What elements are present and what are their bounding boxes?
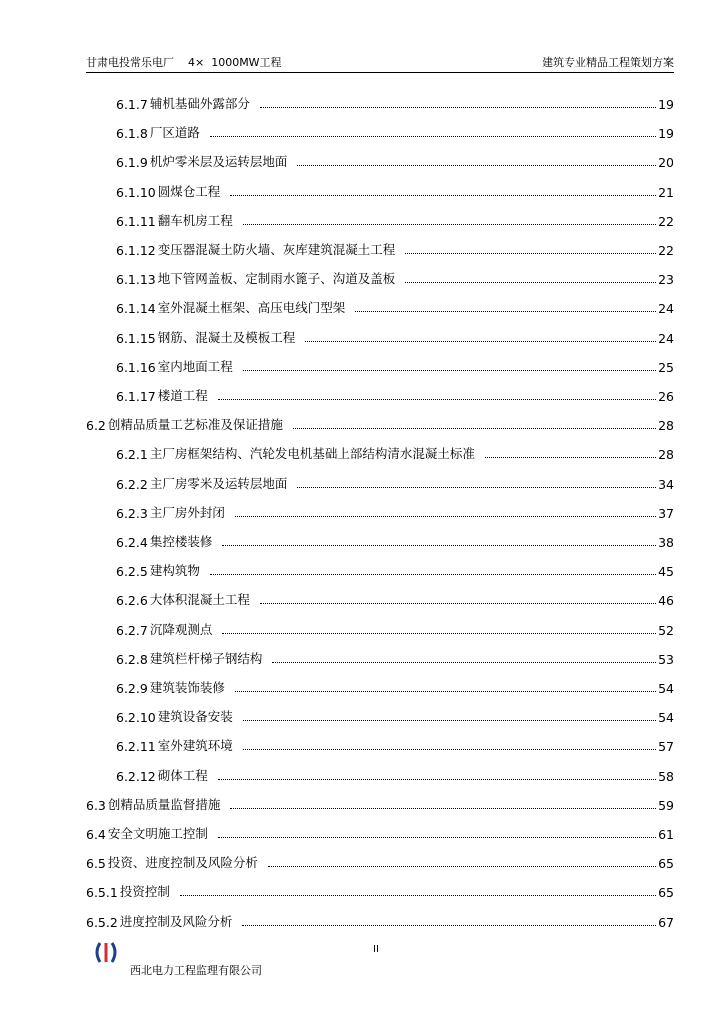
toc-entry-number: 6.2.4 [116,535,148,550]
toc-entry-number: 6.2.5 [116,564,148,580]
toc-entry-page: 37 [658,505,674,521]
toc-dot-leader [485,457,656,458]
toc-entry-title: 钢筋、混凝土及模板工程 [157,329,296,345]
toc-entry-title: 大体积混凝土工程 [149,592,250,608]
toc-entry-title: 室外建筑环境 [157,738,233,754]
toc-entry-title: 建筑装饰装修 [149,680,225,695]
toc-dot-leader [210,574,656,575]
toc-entry-page: 59 [658,797,674,813]
toc-entry-number: 6.2.3 [116,505,148,521]
toc-dot-leader [268,866,656,867]
toc-entry-number: 6.2.6 [116,593,148,609]
toc-entry[interactable] [116,296,674,316]
toc-entry-number: 6.1.12 [116,243,156,258]
toc-entry-page: 20 [658,155,674,171]
page-header [86,52,674,72]
toc-entry-title: 地下管网盖板、定制雨水篦子、沟道及盖板 [157,271,396,287]
toc-dot-leader [405,253,656,254]
toc-entry-page: 65 [658,856,674,872]
toc-entry-title: 室内地面工程 [157,358,233,374]
toc-dot-leader [260,603,656,604]
toc-entry-title: 主厂房零米及运转层地面 [149,475,288,491]
page-number: II [373,944,379,955]
toc-dot-leader [230,808,656,809]
toc-entry-title: 机炉零米层及运转层地面 [149,154,288,170]
toc-entry-number: 6.2.2 [116,476,148,492]
toc-entry-page: 38 [658,535,674,550]
toc-entry-title: 进度控制及风险分析 [119,913,233,929]
toc-entry[interactable] [86,910,674,930]
toc-entry[interactable] [86,822,674,842]
toc-entry-number: 6.3 [86,797,106,813]
toc-dot-leader [218,837,656,838]
toc-dot-leader [243,720,656,721]
toc-entry[interactable] [116,588,674,608]
toc-entry[interactable] [116,267,674,287]
toc-entry-page: 25 [658,359,674,375]
toc-entry-page: 28 [658,447,674,463]
toc-entry-page: 24 [658,330,674,346]
toc-dot-leader [243,749,656,750]
toc-entry-page: 22 [658,243,674,258]
toc-entry-number: 6.4 [86,827,106,842]
toc-entry[interactable] [116,647,674,667]
toc-dot-leader [243,224,656,225]
toc-entry[interactable] [116,121,674,141]
toc-dot-leader [210,136,656,137]
toc-entry-title: 辅机基础外露部分 [149,96,250,111]
toc-entry-number: 6.1.8 [116,126,148,142]
toc-entry-title: 砌体工程 [157,767,208,783]
toc-entry[interactable] [116,209,674,229]
toc-entry-title: 圆煤仓工程 [157,183,221,199]
toc-entry-title: 沉降观测点 [149,621,213,637]
toc-dot-leader [235,516,656,517]
toc-entry-number: 6.5.1 [86,885,118,901]
toc-entry-page: 54 [658,681,674,696]
toc-dot-leader [297,165,656,166]
toc-entry[interactable] [86,851,674,871]
toc-entry[interactable] [116,676,674,696]
toc-entry[interactable] [116,764,674,784]
toc-entry-page: 54 [658,710,674,726]
toc-entry[interactable] [116,559,674,579]
toc-entry-page: 46 [658,593,674,609]
toc-entry[interactable] [116,734,674,754]
toc-entry-page: 52 [658,622,674,638]
toc-entry[interactable] [116,530,674,550]
toc-entry-title: 主厂房框架结构、汽轮发电机基础上部结构清水混凝土标准 [149,446,475,462]
toc-dot-leader [222,545,656,546]
toc-entry-page: 24 [658,301,674,317]
toc-entry-title: 集控楼装修 [149,534,213,549]
header-project-title: 甘肃电投常乐电厂 4× 1000MW工程 [86,56,282,69]
toc-entry[interactable] [116,150,674,170]
toc-entry-title: 变压器混凝土防火墙、灰库建筑混凝土工程 [157,242,396,257]
toc-entry-page: 45 [658,564,674,580]
toc-entry[interactable] [116,501,674,521]
toc-entry[interactable] [116,384,674,404]
toc-entry-number: 6.1.17 [116,389,156,404]
toc-entry-number: 6.2.12 [116,768,156,784]
toc-dot-leader [355,311,656,312]
toc-dot-leader [305,341,656,342]
toc-entry-title: 楼道工程 [157,388,208,403]
toc-dot-leader [293,428,656,429]
toc-entry[interactable] [116,442,674,462]
toc-entry-title: 翻车机房工程 [157,212,233,228]
toc-entry-title: 投资控制 [119,884,170,900]
toc-entry-title: 建筑栏杆梯子钢结构 [149,650,263,666]
toc-entry-number: 6.2.10 [116,710,156,726]
toc-dot-leader [260,107,656,108]
toc-entry-number: 6.2.9 [116,681,148,696]
toc-entry[interactable] [116,92,674,112]
toc-entry-number: 6.1.11 [116,213,156,229]
toc-entry[interactable] [116,326,674,346]
toc-entry-page: 67 [658,914,674,930]
header-divider [86,72,674,73]
toc-entry-page: 65 [658,885,674,901]
toc-entry-page: 57 [658,739,674,755]
toc-entry-number: 6.2.1 [116,447,148,463]
company-name: 西北电力工程监理有限公司 [130,964,262,977]
toc-entry[interactable] [116,355,674,375]
toc-entry[interactable] [86,413,674,433]
toc-dot-leader [272,662,656,663]
toc-dot-leader [218,399,656,400]
toc-entry[interactable] [86,793,674,813]
toc-entry-title: 主厂房外封闭 [149,504,225,520]
toc-entry-title: 室外混凝土框架、高压电线门型架 [157,300,346,316]
toc-entry[interactable] [116,705,674,725]
toc-entry[interactable] [116,618,674,638]
toc-entry[interactable] [116,472,674,492]
toc-entry[interactable] [116,180,674,200]
toc-entry-number: 6.1.7 [116,97,148,112]
toc-dot-leader [243,370,656,371]
toc-entry-page: 53 [658,651,674,667]
toc-entry-number: 6.2.8 [116,651,148,667]
toc-entry-title: 建筑设备安装 [157,709,233,725]
toc-entry-number: 6.1.15 [116,330,156,346]
toc-entry-page: 28 [658,418,674,434]
toc-entry-page: 61 [658,827,674,842]
toc-entry-number: 6.5.2 [86,914,118,930]
header-document-title: 建筑专业精品工程策划方案 [542,56,674,69]
toc-entry-page: 34 [658,476,674,492]
toc-entry[interactable] [86,880,674,900]
toc-entry-page: 58 [658,768,674,784]
toc-entry-number: 6.5 [86,856,106,872]
toc-entry-number: 6.1.14 [116,301,156,317]
toc-entry-page: 21 [658,184,674,200]
toc-entry-title: 厂区道路 [149,125,200,141]
toc-entry-page: 26 [658,389,674,404]
toc-dot-leader [242,925,656,926]
toc-entry-number: 6.1.9 [116,155,148,171]
toc-dot-leader [222,633,656,634]
toc-entry-page: 19 [658,97,674,112]
toc-dot-leader [180,895,656,896]
toc-entry[interactable] [116,238,674,258]
company-logo-icon [86,940,126,968]
toc-entry-title: 安全文明施工控制 [107,826,208,841]
toc-entry-number: 6.1.10 [116,184,156,200]
toc-entry-title: 创精品质量监督措施 [107,796,221,812]
toc-dot-leader [218,779,656,780]
toc-dot-leader [405,282,656,283]
toc-entry-number: 6.2.11 [116,739,156,755]
toc-entry-number: 6.1.16 [116,359,156,375]
toc-entry-number: 6.1.13 [116,272,156,288]
toc-dot-leader [235,691,656,692]
toc-entry-number: 6.2.7 [116,622,148,638]
toc-entry-page: 22 [658,213,674,229]
toc-entry-page: 23 [658,272,674,288]
toc-dot-leader [297,487,656,488]
toc-entry-page: 19 [658,126,674,142]
toc-dot-leader [230,195,656,196]
toc-entry-title: 建构筑物 [149,563,200,579]
toc-entry-title: 投资、进度控制及风险分析 [107,855,258,871]
toc-entry-title: 创精品质量工艺标准及保证措施 [107,417,283,433]
toc-entry-number: 6.2 [86,418,106,434]
